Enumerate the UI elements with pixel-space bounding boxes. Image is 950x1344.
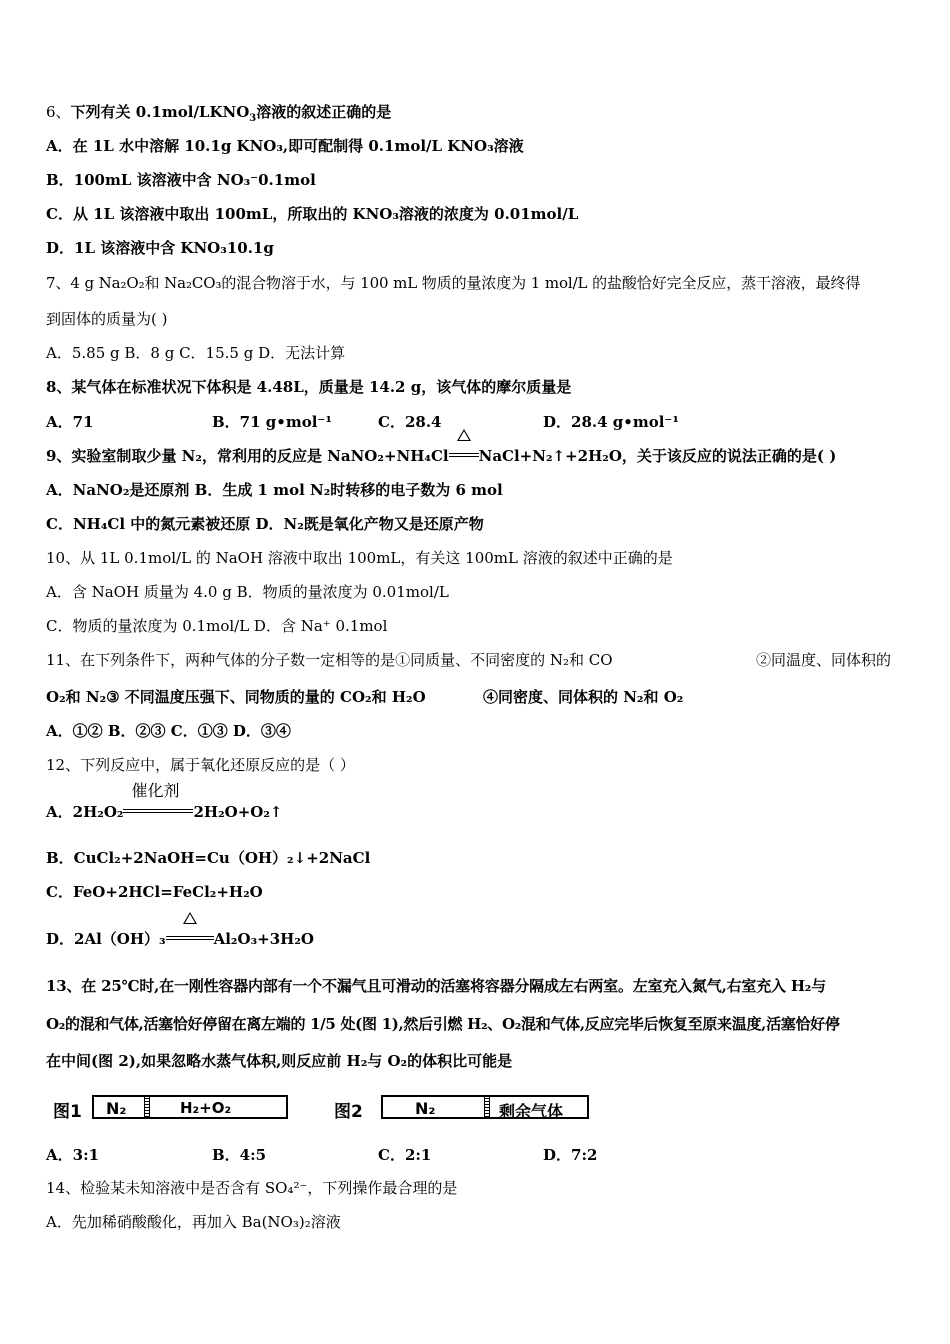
fig1-label: 图1	[53, 1102, 82, 1122]
heat-arrow	[166, 930, 214, 946]
q6-option-c: C．从 1L 该溶液中取出 100mL，所取出的 KNO₃溶液的浓度为 0.01mol/L	[46, 205, 579, 223]
q6-option-d: D．1L 该溶液中含 KNO₃10.1g	[46, 239, 274, 257]
q10-options-cd: C．物质的量浓度为 0.1mol/L D．含 Na⁺ 0.1mol	[46, 617, 388, 635]
q10-stem: 10、从 1L 0.1mol/L 的 NaOH 溶液中取出 100mL，有关这 100mL 溶液的叙述中正确的是	[46, 549, 673, 567]
q13-option-b: B．4:5	[212, 1146, 267, 1164]
q11-line2a: O₂和 N₂③ 不同温度压强下、同物质的量的 CO₂和 H₂O	[46, 688, 426, 706]
q9-options-cd: C．NH₄Cl 中的氮元素被还原 D．N₂既是氧化产物又是还原产物	[46, 515, 484, 533]
q13-line2: O₂的混和气体,活塞恰好停留在离左端的 1/5 处(图 1),然后引燃 H₂、O₂混和气体,反应完毕后恢复至原来温度,活塞恰好停	[46, 1015, 840, 1033]
q14-option-a: A．先加稀硝酸酸化，再加入 Ba(NO₃)₂溶液	[46, 1213, 341, 1231]
heat-arrow	[449, 447, 479, 463]
q12-d-reactant: D．2Al（OH）₃	[46, 930, 166, 948]
q7-line2: 到固体的质量为( )	[46, 310, 168, 328]
q6-number: 6、	[46, 103, 71, 121]
q11-line1a: 11、在下列条件下，两种气体的分子数一定相等的是①同质量、不同密度的 N₂和 CO	[46, 651, 613, 669]
fig2-piston	[484, 1097, 490, 1117]
q14-stem: 14、检验某未知溶液中是否含有 SO₄²⁻，下列操作最合理的是	[46, 1179, 458, 1197]
catalyst-arrow	[123, 781, 193, 819]
q12-option-c: C．FeO+2HCl=FeCl₂+H₂O	[46, 883, 263, 901]
q12-option-a	[46, 781, 283, 822]
q13-option-d: D．7:2	[543, 1146, 598, 1164]
fig2-label: 图2	[334, 1102, 363, 1122]
q13-option-a: A．3:1	[46, 1146, 100, 1164]
q9-options-ab: A．NaNO₂是还原剂 B．生成 1 mol N₂时转移的电子数为 6 mol	[46, 481, 503, 499]
fig1-right-gas: H₂+O₂	[180, 1099, 232, 1117]
catalyst-label: 催化剂	[131, 781, 180, 800]
q8-option-a: A．71	[46, 413, 94, 431]
q6-stem-part2: 溶液的叙述正确的是	[256, 103, 392, 121]
q6-stem-part1: 下列有关 0.1mol/LKNO	[70, 103, 250, 121]
fig1-piston	[144, 1097, 150, 1117]
fig2-right-gas: 剩余气体	[499, 1102, 564, 1121]
q12-option-b: B．CuCl₂+2NaOH=Cu（OH）₂↓+2NaCl	[46, 849, 371, 867]
q12-d-product: Al₂O₃+3H₂O	[213, 930, 314, 948]
q13-line1: 13、在 25℃时,在一刚性容器内部有一个不漏气且可滑动的活塞将容器分隔成左右两室。左室充入氮气,右室充入 H₂与	[46, 977, 826, 995]
q7-line1: 7、4 g Na₂O₂和 Na₂CO₃的混合物溶于水，与 100 mL 物质的量浓度为 1 mol/L 的盐酸恰好完全反应，蒸干溶液，最终得	[46, 274, 861, 292]
q9-stem-part1: 9、实验室制取少量 N₂，常利用的反应是 NaNO₂+NH₄Cl	[46, 447, 449, 465]
fig2-container	[381, 1095, 589, 1119]
q13-line3: 在中间(图 2),如果忽略水蒸气体积,则反应前 H₂与 O₂的体积比可能是	[46, 1052, 513, 1070]
q12-stem: 12、下列反应中，属于氧化还原反应的是（ ）	[46, 756, 355, 774]
q6-option-a: A．在 1L 水中溶解 10.1g KNO₃,即可配制得 0.1mol/L KNO₃溶液	[46, 137, 524, 155]
q8-option-b: B．71 g•mol⁻¹	[212, 413, 332, 431]
q9-stem-part2: NaCl+N₂↑+2H₂O，关于该反应的说法正确的是( )	[478, 447, 837, 465]
q10-options-ab: A．含 NaOH 质量为 4.0 g B．物质的量浓度为 0.01mol/L	[46, 583, 449, 601]
q8-option-d: D．28.4 g•mol⁻¹	[543, 413, 679, 431]
q8-stem: 8、某气体在标准状况下体积是 4.48L，质量是 14.2 g，该气体的摩尔质量是	[46, 378, 572, 396]
q13-option-c: C．2:1	[378, 1146, 432, 1164]
q11-line1b: ②同温度、同体积的	[756, 651, 892, 669]
q9-stem	[46, 446, 836, 466]
q8-option-c: C．28.4	[378, 413, 442, 431]
fig1-container	[92, 1095, 288, 1119]
q6-stem: 6、下列有关 $0.1mol/LKNO_3$溶液的叙述正确的是	[46, 103, 392, 124]
q11-options: A．①② B．②③ C．①③ D．③④	[46, 722, 291, 740]
fig1-left-gas: N₂	[106, 1099, 127, 1118]
q12-a-product: 2H₂O+O₂↑	[193, 803, 283, 821]
q7-options: A．5.85 g B．8 g C．15.5 g D．无法计算	[46, 344, 346, 362]
q12-option-d	[46, 929, 314, 949]
q6-option-b: B．100mL 该溶液中含 NO₃⁻0.1mol	[46, 171, 316, 189]
q12-a-reactant: A．2H₂O₂	[46, 803, 124, 821]
q11-line2b: ④同密度、同体积的 N₂和 O₂	[483, 688, 684, 706]
fig2-left-gas: N₂	[415, 1099, 436, 1118]
